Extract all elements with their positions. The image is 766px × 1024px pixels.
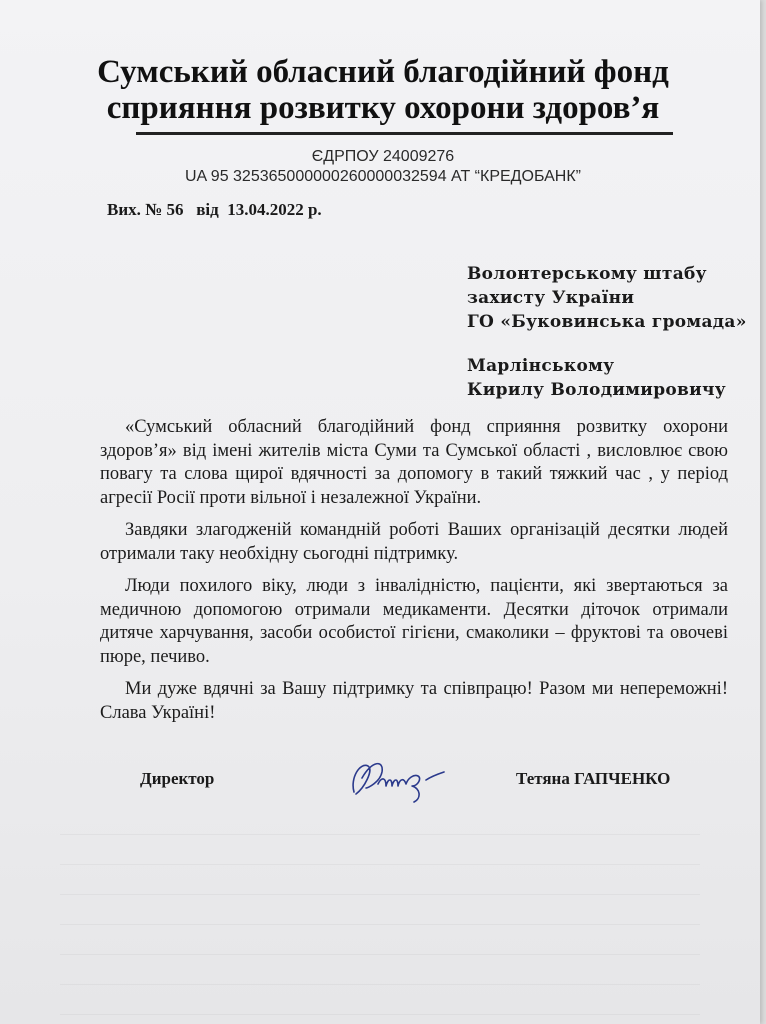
handwritten-signature-icon [342, 748, 472, 818]
edrpou-code: ЄДРПОУ 24009276 [311, 148, 455, 165]
outgoing-date: від 13.04.2022 р. [196, 200, 322, 219]
body-paragraph-3: Люди похилого віку, люди з інвалідністю, пацієнти, які звертаються за медичною допомогою отримали медикаменти. Десятки діточок отримали дитяче харчування, засоби особистої гігієни, смаколики – фруктові та овочеві пюре, печиво. [100, 576, 728, 667]
addressee-line3: ГО «Буковинська громада» [467, 312, 747, 332]
show-through-text [60, 820, 700, 1020]
body-paragraph-2: Завдяки злагодженій командній роботі Ваших організацій десятки людей отримали таку необхідну сьогодні підтримку. [100, 520, 728, 564]
signatory-position: Директор [140, 769, 215, 788]
addressee-person-line2: Кирилу Володимировичу [467, 380, 726, 400]
header-divider [136, 132, 673, 135]
outgoing-reference [107, 200, 322, 220]
bank-account: UA 95 325365000000260000032594 АТ “КРЕДОБАНК” [185, 168, 581, 185]
outgoing-number: Вих. № 56 [107, 200, 184, 219]
body-paragraph-1: «Сумський обласний благодійний фонд сприяння розвитку охорони здоров’я» від імені жителів міста Суми та Сумської області , висловлює свою повагу та слова щирої вдячності за допомогу в такий тяжкий час , у період агресії Росії проти вільної і незалежної України. [100, 417, 728, 508]
signatory-name: Тетяна ГАПЧЕНКО [516, 769, 671, 788]
addressee-line2: захисту України [467, 288, 635, 308]
addressee-line1: Волонтерському штабу [467, 264, 707, 284]
body-paragraph-4: Ми дуже вдячні за Вашу підтримку та співпрацю! Разом ми непереможні! Слава Україні! [100, 679, 728, 723]
organization-title-line1: Сумський обласний благодійний фонд [97, 54, 669, 90]
addressee-person-line1: Марлінському [467, 356, 615, 376]
organization-title-line2: сприяння розвитку охорони здоров’я [106, 90, 660, 126]
